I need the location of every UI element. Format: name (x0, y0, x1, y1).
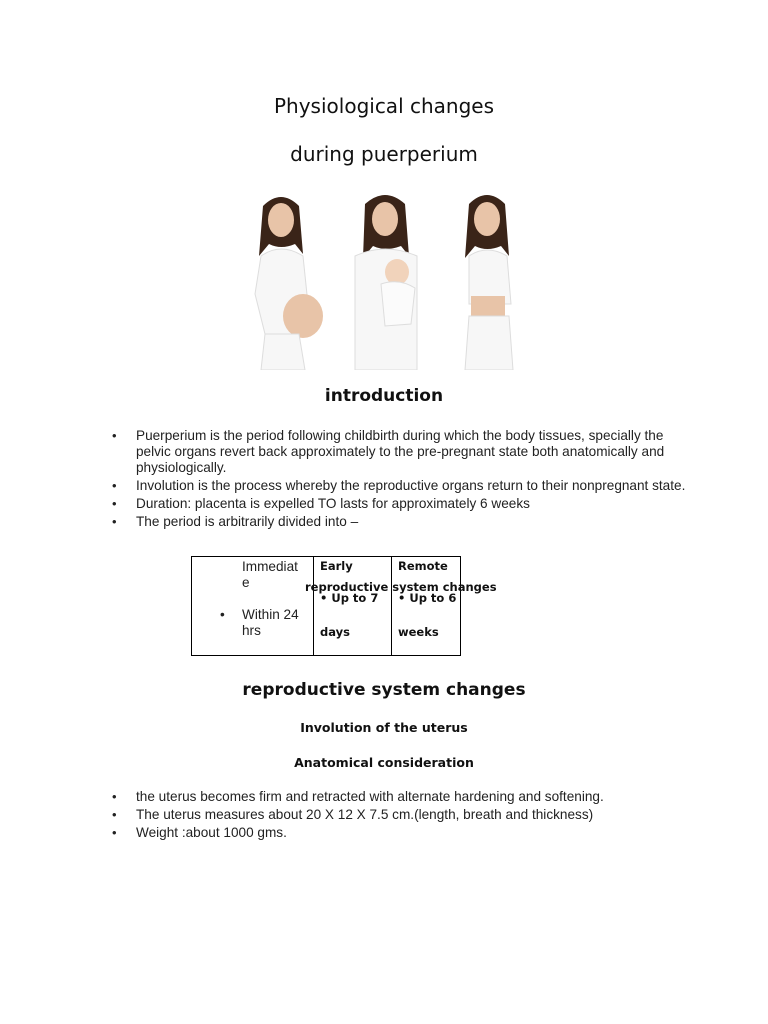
pregnancy-stages-image (225, 184, 543, 370)
early-label: Early (320, 559, 353, 573)
immediate-value-b: hrs (242, 623, 261, 638)
early-value-a: • Up to 7 (320, 591, 379, 605)
period-cell-remote (392, 557, 461, 656)
anatomical-subheading: Anatomical consideration (294, 755, 474, 770)
document-title-line-2: during puerperium (290, 142, 478, 166)
immediate-bullet: • (220, 607, 225, 622)
immediate-label-b: e (242, 575, 250, 590)
document-title-line-1: Physiological changes (273, 94, 495, 118)
remote-value-a: • Up to 6 (398, 591, 457, 605)
uterus-bullet-list (110, 789, 700, 843)
list-item: • Puerperium is the period following childbirth during which the body tissues, specially the pelvic organs revert back approximately to the pre-pregnant state both anatomically and physiologically. (110, 428, 700, 476)
list-item: • Duration: placenta is expelled TO lasts for approximately 6 weeks (110, 496, 700, 512)
introduction-heading: introduction (324, 386, 444, 406)
list-item: • The uterus measures about 20 X 12 X 7.5 cm.(length, breath and thickness) (110, 807, 700, 823)
list-item: • Involution is the process whereby the reproductive organs return to their nonpregnant state. (110, 478, 700, 494)
puerperium-periods-table (191, 556, 461, 656)
list-item: • The period is arbitrarily divided into – (110, 514, 700, 530)
introduction-bullet-list (110, 428, 700, 532)
immediate-value-a: Within 24 (242, 607, 299, 622)
list-item: • the uterus becomes firm and retracted with alternate hardening and softening. (110, 789, 700, 805)
reproductive-system-heading: reproductive system changes (242, 680, 526, 700)
remote-label: Remote (398, 559, 448, 573)
pregnancy-photo-strip (225, 184, 543, 370)
list-item: • Weight :about 1000 gms. (110, 825, 700, 841)
table-overlap-text: reproductive system changes (305, 580, 497, 594)
postpartum-woman-figure (465, 195, 513, 370)
period-cell-early (314, 557, 392, 656)
immediate-label-a: Immediat (242, 559, 298, 574)
remote-value-b: weeks (398, 625, 439, 639)
early-value-b: days (320, 625, 350, 639)
mother-with-baby-figure (355, 195, 417, 370)
period-cell-immediate (192, 557, 314, 656)
pregnant-woman-figure (255, 197, 323, 370)
involution-subheading: Involution of the uterus (300, 720, 468, 735)
